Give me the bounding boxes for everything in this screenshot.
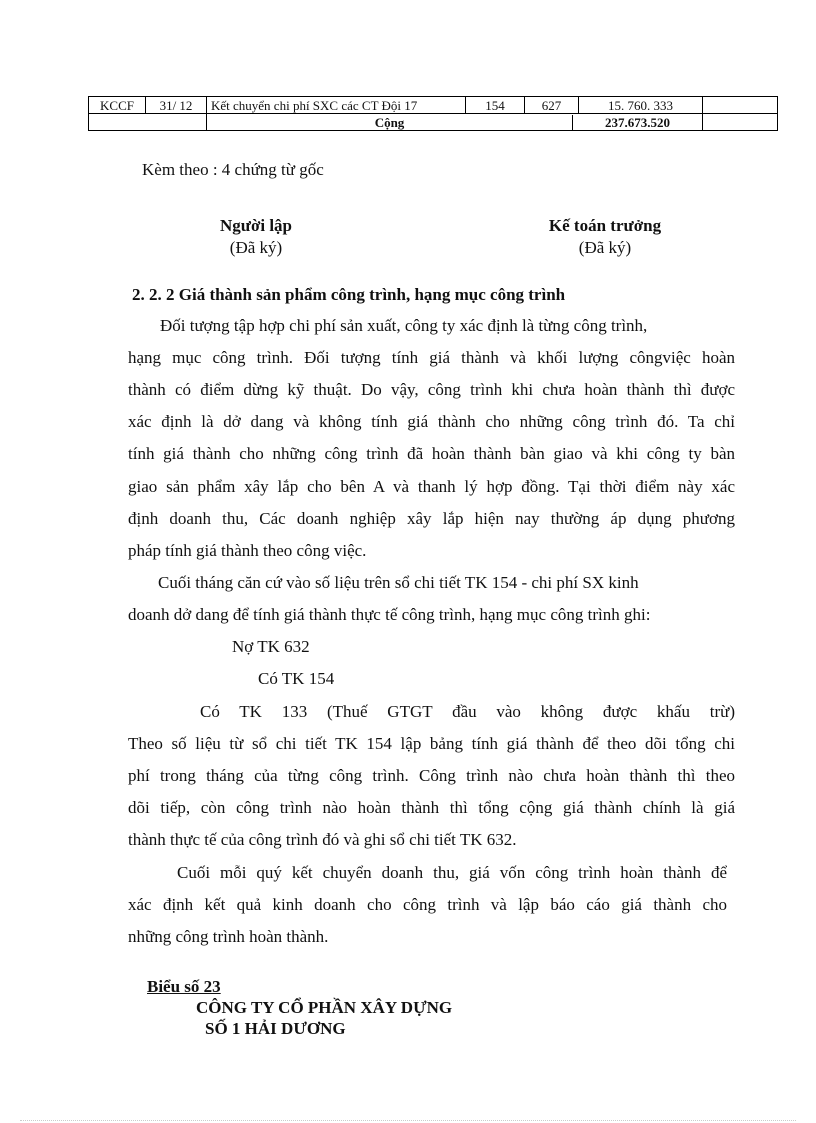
paragraph-line: tính giá thành cho những công trình đã hoàn thành bàn giao và khi công ty bàn <box>128 444 735 463</box>
cell-note <box>703 97 778 114</box>
cell-description: Kết chuyển chi phí SXC các CT Đội 17 <box>207 97 466 114</box>
paragraph-line: dõi tiếp, còn công trình nào hoàn thành thì tổng cộng giá thành chính là giá <box>128 798 735 817</box>
cell-code: KCCF <box>89 97 146 114</box>
attachments-note: Kèm theo : 4 chứng từ gốc <box>142 160 324 179</box>
chief-status: (Đã ký) <box>578 238 632 257</box>
credit-entry-133: Có TK 133 (Thuế GTGT đầu vào không được khấu trừ) <box>200 702 735 721</box>
ledger-table <box>88 96 778 131</box>
paragraph-line: Cuối mỗi quý kết chuyển doanh thu, giá vốn công trình hoàn thành để <box>177 863 727 882</box>
company-name-line1: CÔNG TY CỔ PHẦN XÂY DỰNG <box>196 998 453 1017</box>
paragraph-line: thành thực tế của công trình đó và ghi sổ chi tiết TK 632. <box>128 830 517 849</box>
total-label: Cộng <box>207 115 573 130</box>
cell-credit: 627 <box>525 97 579 114</box>
table-total-row <box>89 114 778 131</box>
chief-accountant-signature <box>530 215 680 259</box>
section-heading: 2. 2. 2 Giá thành sản phẩm công trình, hạng mục công trình <box>132 285 566 304</box>
company-name-line2: SỐ 1 HẢI DƯƠNG <box>205 1019 346 1038</box>
paragraph-line: xác định kết quả kinh doanh cho công trình và lập báo cáo giá thành cho <box>128 895 727 914</box>
paragraph-line: Cuối tháng căn cứ vào số liệu trên sổ chi tiết TK 154 - chi phí SX kinh <box>158 573 639 592</box>
paragraph-line: Đối tượng tập hợp chi phí sản xuất, công ty xác định là từng công trình, <box>160 316 648 335</box>
form-label: Biểu số 23 <box>147 977 221 996</box>
paragraph-line: hạng mục công trình. Đối tượng tính giá thành và khối lượng côngviệc hoàn <box>128 348 735 367</box>
cell-amount: 15. 760. 333 <box>579 97 703 114</box>
paragraph-line: định doanh thu, Các doanh nghiệp xây lắp hiện nay thường áp dụng phương <box>128 509 735 528</box>
paragraph-line: những công trình hoàn thành. <box>128 927 329 946</box>
paragraph-line: giao sản phẩm xây lắp cho bên A và thanh lý hợp đồng. Tại thời điểm này xác <box>128 477 735 496</box>
paragraph-line: xác định là dở dang và không tính giá thành cho những công trình đó. Ta chỉ <box>128 412 735 431</box>
paragraph-line: doanh dở dang để tính giá thành thực tế công trình, hạng mục công trình ghi: <box>128 605 651 624</box>
total-amount: 237.673.520 <box>605 114 670 130</box>
credit-entry-154: Có TK 154 <box>258 669 335 688</box>
preparer-signature <box>196 215 316 259</box>
chief-title: Kế toán trưởng <box>548 216 662 235</box>
paragraph-line: thành có điểm dừng kỹ thuật. Do vậy, công trình khi chưa hoàn thành thì được <box>128 380 735 399</box>
paragraph-line: pháp tính giá thành theo công việc. <box>128 541 367 560</box>
preparer-title: Người lập <box>219 216 293 235</box>
preparer-status: (Đã ký) <box>229 238 283 257</box>
table-row <box>89 97 778 114</box>
cell-debit: 154 <box>466 97 525 114</box>
page-bottom-divider <box>20 1120 796 1121</box>
paragraph-line: phí trong tháng của từng công trình. Công trình nào chưa hoàn thành thì theo <box>128 766 735 785</box>
paragraph-line: Theo số liệu từ sổ chi tiết TK 154 lập bảng tính giá thành để theo dõi tổng chi <box>128 734 735 753</box>
cell-date: 31/ 12 <box>146 97 207 114</box>
debit-entry: Nợ TK 632 <box>232 637 310 656</box>
